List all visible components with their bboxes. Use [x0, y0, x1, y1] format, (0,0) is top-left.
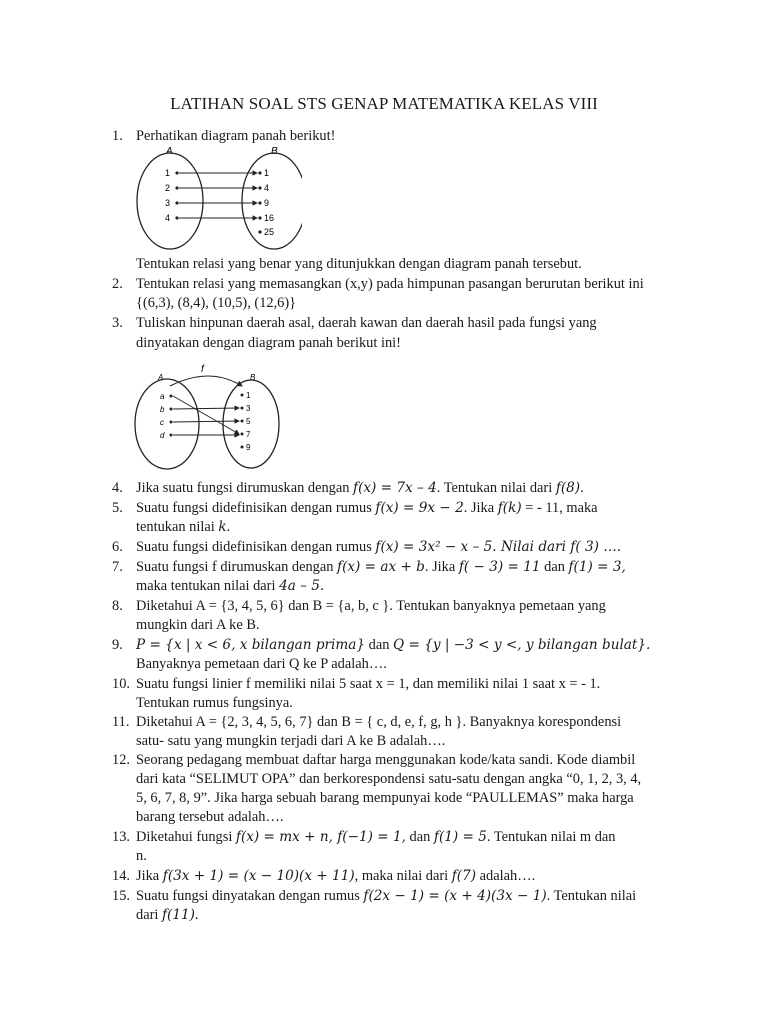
codomain-dot	[241, 446, 244, 449]
domain-dot	[175, 171, 178, 174]
text-run: Diketahui fungsi	[136, 829, 236, 845]
question-text	[136, 539, 621, 556]
math-expression: f(x) = ax + b	[337, 559, 425, 575]
codomain-label: 16	[264, 213, 275, 223]
question-number: 13.	[112, 829, 130, 845]
domain-dot	[175, 201, 178, 204]
text-run: dari	[136, 907, 162, 923]
text-run: . Tentukan nilai m dan	[486, 829, 616, 845]
question-number: 15.	[112, 888, 130, 904]
math-expression: f(x) = mx + n, f(−1) = 1,	[235, 829, 406, 845]
question-number: 7.	[112, 559, 123, 575]
codomain-label: 3	[246, 404, 251, 413]
text-run: dan	[405, 829, 434, 845]
question-text: satu- satu yang mungkin terjadi dari A ke B adalah….	[136, 733, 446, 749]
domain-dot	[175, 186, 178, 189]
codomain-label: 9	[264, 198, 270, 208]
question-number: 1.	[112, 128, 123, 144]
arrow-diagram-1	[132, 143, 302, 253]
math-expression: f(1) = 3,	[568, 559, 626, 575]
question-text: Tentukan relasi yang memasangkan (x,y) pada himpunan pasangan berurutan berikut ini	[136, 276, 644, 292]
set-b-label: B	[271, 146, 278, 157]
question-text: Suatu fungsi linier f memiliki nilai 5 saat x = 1, dan memiliki nilai 1 saat x = - 1.	[136, 676, 601, 692]
codomain-dot	[258, 171, 261, 174]
domain-dot	[170, 434, 173, 437]
codomain-label: 5	[246, 417, 251, 426]
question-text	[136, 907, 199, 924]
text-run: . Jika	[463, 500, 498, 516]
math-expression: 4a – 5.	[279, 578, 325, 594]
codomain-label: 1	[246, 391, 251, 400]
question-number: 2.	[112, 276, 123, 292]
text-run: tentukan nilai	[136, 519, 219, 535]
text-run: Suatu fungsi dinyatakan dengan rumus	[136, 888, 364, 904]
set-a-label: A	[166, 146, 173, 157]
question-number: 14.	[112, 868, 130, 884]
domain-label: 4	[165, 213, 171, 223]
question-number: 8.	[112, 598, 123, 614]
text-run: .	[226, 519, 231, 535]
domain-dot	[170, 408, 173, 411]
codomain-label: 25	[264, 227, 275, 237]
text-run: dan	[365, 637, 394, 653]
math-expression: f(x) = 7x – 4	[353, 480, 437, 496]
text-run: Suatu fungsi f dirumuskan dengan	[136, 559, 338, 575]
question-number: 3.	[112, 315, 123, 331]
domain-label: d	[160, 431, 165, 440]
text-run: .	[194, 907, 199, 923]
question-text: 5, 6, 7, 8, 9”. Jika harga sebuah barang mempunyai kode “PAULLEMAS” maka harga	[136, 790, 634, 806]
question-number: 4.	[112, 480, 123, 496]
codomain-label: 4	[264, 183, 270, 193]
question-text	[136, 868, 535, 885]
question-number: 12.	[112, 752, 130, 768]
question-text: Banyaknya pemetaan dari Q ke P adalah….	[136, 656, 387, 672]
question-text	[136, 519, 230, 536]
codomain-label: 7	[246, 430, 251, 439]
math-expression: f(11)	[161, 907, 195, 923]
text-run: Suatu fungsi didefinisikan dengan rumus	[136, 539, 376, 555]
text-run: . Jika	[424, 559, 459, 575]
question-text: dari kata “SELIMUT OPA” dan berkorespondensi satu-satu dengan angka “0, 1, 2, 3, 4,	[136, 771, 642, 787]
set-b-ellipse	[223, 380, 279, 468]
question-text: Diketahui A = {3, 4, 5, 6} dan B = {a, b, c }. Tentukan banyaknya pemetaan yang	[136, 598, 606, 614]
question-text: n.	[136, 848, 147, 864]
domain-label: 3	[165, 198, 171, 208]
question-number: 10.	[112, 676, 130, 692]
codomain-elements	[241, 391, 252, 452]
question-text: Tentukan rumus fungsinya.	[136, 695, 293, 711]
domain-label: c	[160, 418, 164, 427]
domain-dot	[175, 216, 178, 219]
math-expression: f(7)	[451, 868, 477, 884]
domain-label: b	[160, 405, 165, 414]
codomain-dot	[241, 433, 244, 436]
domain-label: 2	[165, 183, 171, 193]
question-text	[136, 480, 584, 497]
codomain-dot	[241, 394, 244, 397]
question-text	[136, 500, 598, 517]
math-expression: f( − 3) = 11	[458, 559, 541, 575]
codomain-label: 9	[246, 443, 251, 452]
domain-elements	[165, 168, 179, 223]
text-run: maka tentukan nilai dari	[136, 578, 280, 594]
codomain-dot	[258, 186, 261, 189]
arrow	[173, 396, 239, 434]
set-a-ellipse	[135, 379, 199, 469]
math-expression: f(x) = 3x² − x – 5. Nilai dari f( 3) ….	[375, 539, 622, 555]
math-expression: f(1) = 5	[433, 829, 487, 845]
question-text	[136, 637, 650, 654]
domain-label: a	[160, 392, 165, 401]
question-text	[136, 888, 636, 905]
text-run: .	[580, 480, 584, 496]
text-run: Suatu fungsi didefinisikan dengan rumus	[136, 500, 376, 516]
function-arc	[170, 376, 242, 386]
math-expression: f(3x + 1) = (x − 10)(x + 11)	[162, 868, 355, 884]
set-b-label: B	[250, 373, 256, 382]
text-run: . Tentukan nilai dari	[436, 480, 556, 496]
question-text: Perhatikan diagram panah berikut!	[136, 128, 336, 144]
question-text: {(6,3), (8,4), (10,5), (12,6)}	[136, 295, 297, 311]
math-expression: f(x) = 9x − 2	[375, 500, 464, 516]
math-expression: k	[218, 519, 227, 535]
text-run: Jika	[136, 868, 163, 884]
codomain-dot	[258, 230, 261, 233]
question-text	[136, 829, 616, 846]
arrow	[173, 408, 239, 409]
question-text: mungkin dari A ke B.	[136, 617, 260, 633]
question-text: Seorang pedagang membuat daftar harga menggunakan kode/kata sandi. Kode diambil	[136, 752, 636, 768]
domain-elements	[160, 392, 173, 440]
text-run: adalah….	[476, 868, 536, 884]
function-label: f	[201, 364, 204, 375]
question-text	[136, 559, 626, 576]
question-text: Tentukan relasi yang benar yang ditunjukkan dengan diagram panah tersebut.	[136, 256, 582, 272]
set-a-label: A	[158, 373, 164, 382]
arrow	[173, 421, 239, 422]
text-run: Jika suatu fungsi dirumuskan dengan	[136, 480, 354, 496]
codomain-dot	[241, 420, 244, 423]
question-text: Diketahui A = {2, 3, 4, 5, 6, 7} dan B = { c, d, e, f, g, h }. Banyaknya korespondensi	[136, 714, 622, 730]
page-title: LATIHAN SOAL STS GENAP MATEMATIKA KELAS VIII	[170, 94, 598, 113]
text-run: = - 11, maka	[521, 500, 598, 516]
text-run: , maka nilai dari	[354, 868, 452, 884]
question-text: barang tersebut adalah….	[136, 809, 284, 825]
text-run: . Tentukan nilai	[546, 888, 637, 904]
domain-dot	[170, 395, 173, 398]
codomain-dot	[258, 216, 261, 219]
question-number: 5.	[112, 500, 123, 516]
question-text	[136, 578, 324, 595]
question-number: 9.	[112, 637, 123, 653]
question-number: 6.	[112, 539, 123, 555]
domain-label: 1	[165, 168, 171, 178]
codomain-elements	[258, 168, 274, 237]
codomain-label: 1	[264, 168, 270, 178]
codomain-dot	[241, 407, 244, 410]
domain-dot	[170, 421, 173, 424]
math-expression: f(k)	[497, 500, 522, 516]
question-text: Tuliskan hinpunan daerah asal, daerah kawan dan daerah hasil pada fungsi yang	[136, 315, 597, 331]
math-expression: f(2x − 1) = (x + 4)(3x − 1)	[363, 888, 547, 904]
math-expression: f(8)	[555, 480, 581, 496]
mapping-arrows	[173, 396, 239, 435]
math-expression: P = {x | x < 6, x bilangan prima}	[136, 637, 366, 653]
codomain-dot	[258, 201, 261, 204]
text-run: dan	[540, 559, 569, 575]
math-expression: Q = {y | −3 < y <, y bilangan bulat}.	[393, 637, 651, 653]
question-number: 11.	[112, 714, 130, 730]
arrow-diagram-2	[130, 360, 290, 472]
question-text: dinyatakan dengan diagram panah berikut ini!	[136, 335, 401, 351]
